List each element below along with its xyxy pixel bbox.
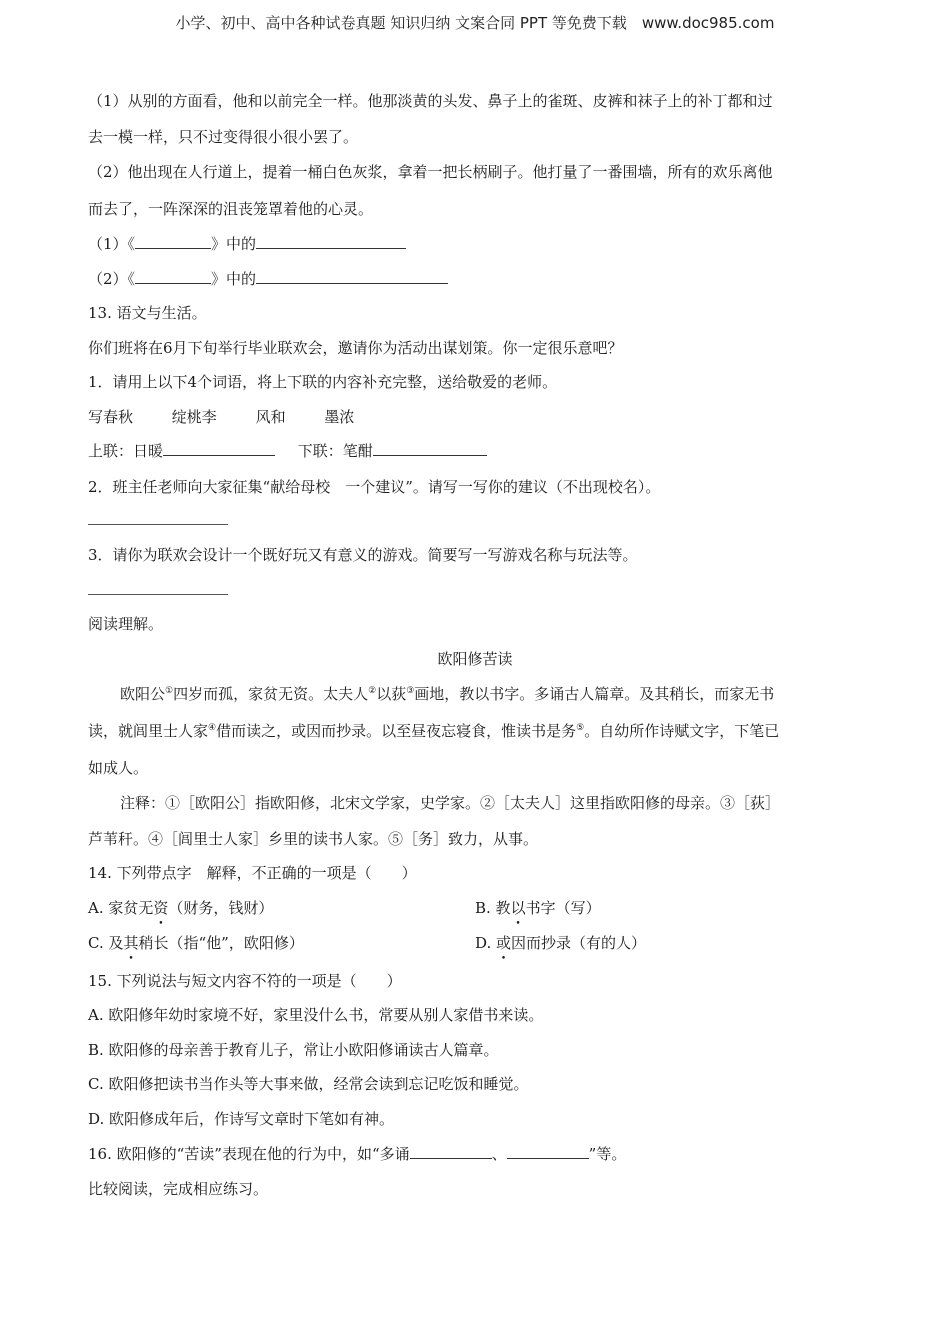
lower-couplet-blank[interactable] (373, 441, 487, 456)
q13-sub3: 3．请你为联欢会设计一个既好玩又有意义的游戏。简要写一写游戏名称与玩法等。 (88, 546, 638, 564)
option-text: 书字（写） (525, 899, 601, 917)
q14-option-c[interactable] (88, 932, 304, 953)
passage-line-3: 如成人。 (88, 759, 149, 777)
passage-text: 借而读之，或因而抄录。以至昼夜忘寝食，惟读书是务 (216, 722, 577, 740)
notes-line-1: 注释：①［欧阳公］指欧阳修，北宋文学家，史学家。②［太夫人］这里指欧阳修的母亲。③［荻］ (120, 794, 781, 812)
q15-stem: 15. 下列说法与短文内容不符的一项是（ ） (88, 972, 402, 990)
upper-couplet-label: 上联：日暖 (88, 442, 164, 460)
reading-intro: 阅读理解。 (88, 615, 164, 633)
passage-line-2 (88, 720, 779, 741)
option-text: 稍长（指“他”，欧阳修） (138, 934, 304, 952)
dotted-char: 资 (153, 899, 169, 917)
footnote-mark: ③ (406, 686, 415, 696)
footnote-mark: ④ (208, 723, 217, 733)
option-text: A. 家贫无 (88, 899, 154, 917)
couplet-line (88, 440, 487, 461)
q16-separator: 、 (491, 1145, 507, 1163)
q16-text: ”等。 (588, 1145, 627, 1163)
q13-intro: 你们班将在6月下旬举行毕业联欢会，邀请你为活动出谋划策。你一定很乐意吧？ (88, 339, 623, 357)
q13-word-list (88, 406, 354, 427)
word-3: 风和 (255, 408, 286, 426)
q13-title: 13. 语文与生活。 (88, 304, 207, 322)
answer-1-book-blank[interactable] (135, 234, 211, 249)
answer-1-prefix: （1）《 (88, 235, 136, 253)
footnote-mark: ⑤ (576, 723, 585, 733)
q12-answer-2 (88, 268, 448, 289)
q13-sub2: 2．班主任老师向大家征集“献给母校 一个建议”。请写一写你的建议（不出现校名）。 (88, 478, 661, 496)
option-text: （财务，钱财） (168, 899, 274, 917)
passage-text: 欧阳公 (120, 685, 166, 703)
passage-line-1 (120, 683, 774, 704)
q14-option-a[interactable] (88, 897, 273, 918)
q16-blank-2[interactable] (507, 1144, 589, 1159)
suggestion-answer-line[interactable] (88, 524, 228, 525)
q14-option-d[interactable] (475, 932, 646, 953)
q15-option-c[interactable]: C. 欧阳修把读书当作头等大事来做，经常会读到忘记吃饭和睡觉。 (88, 1075, 529, 1093)
option-text: B. 教 (475, 899, 511, 917)
q12-answer-1 (88, 233, 406, 254)
passage-title: 欧阳修苦读 (437, 650, 513, 668)
upper-couplet-blank[interactable] (163, 441, 275, 456)
q14-option-b[interactable] (475, 897, 601, 918)
word-2: 绽桃李 (171, 408, 217, 426)
lower-couplet-label: 下联：笔酣 (297, 442, 373, 460)
passage-text: 读，就闾里士人家 (88, 722, 209, 740)
option-text: D. (475, 934, 497, 952)
footnote-mark: ② (368, 686, 377, 696)
q12-p1-line1: （1）从别的方面看，他和以前完全一样。他那淡黄的头发、鼻子上的雀斑、皮裤和袜子上的补丁都和过 (88, 92, 773, 110)
q12-p2-line2: 而去了，一阵深深的沮丧笼罩着他的心灵。 (88, 200, 374, 218)
q16-blank-1[interactable] (410, 1144, 492, 1159)
page-header: 小学、初中、高中各种试卷真题 知识归纳 文案合同 PPT 等免费下载 www.doc985.com (175, 14, 775, 32)
word-4: 墨浓 (324, 408, 355, 426)
passage-text: 四岁而孤，家贫无资。太夫人 (173, 685, 369, 703)
passage-text: 。自幼所作诗赋文字，下笔已 (584, 722, 780, 740)
answer-2-book-blank[interactable] (135, 269, 211, 284)
q15-option-a[interactable]: A. 欧阳修年幼时家境不好，家里没什么书，常要从别人家借书来读。 (88, 1006, 544, 1024)
dotted-char: 以 (510, 899, 526, 917)
q14-stem: 14. 下列带点字 解释，不正确的一项是（ ） (88, 864, 417, 882)
passage-text: 画地，教以书字。多诵古人篇章。及其稍长，而家无书 (414, 685, 775, 703)
dotted-char: 其 (123, 934, 139, 952)
passage-text: 以荻 (376, 685, 407, 703)
q12-p1-line2: 去一模一样，只不过变得很小很小罢了。 (88, 128, 359, 146)
answer-2-character-blank[interactable] (256, 269, 448, 284)
q16-line (88, 1143, 626, 1164)
answer-2-prefix: （2）《 (88, 270, 136, 288)
answer-1-mid: 》中的 (211, 235, 257, 253)
answer-2-mid: 》中的 (211, 270, 257, 288)
dotted-char: 或 (496, 934, 512, 952)
game-answer-line[interactable] (88, 594, 228, 595)
q16-text: 16. 欧阳修的“苦读”表现在他的行为中，如“多诵 (88, 1145, 410, 1163)
option-text: C. 及 (88, 934, 124, 952)
q15-option-d[interactable]: D. 欧阳修成年后，作诗写文章时下笔如有神。 (88, 1110, 395, 1128)
q12-p2-line1: （2）他出现在人行道上，提着一桶白色灰浆，拿着一把长柄刷子。他打量了一番围墙，所有的欢乐离他 (88, 163, 773, 181)
option-text: 因而抄录（有的人） (511, 934, 647, 952)
q13-sub1: 1．请用上以下4个词语，将上下联的内容补充完整，送给敬爱的老师。 (88, 373, 558, 391)
footnote-mark: ① (165, 686, 174, 696)
answer-1-character-blank[interactable] (256, 234, 406, 249)
q15-option-b[interactable]: B. 欧阳修的母亲善于教育儿子，常让小欧阳修诵读古人篇章。 (88, 1041, 499, 1059)
notes-line-2: 芦苇秆。④［闾里士人家］乡里的读书人家。⑤［务］致力，从事。 (88, 830, 539, 848)
word-1: 写春秋 (88, 408, 134, 426)
outro-text: 比较阅读，完成相应练习。 (88, 1180, 269, 1198)
